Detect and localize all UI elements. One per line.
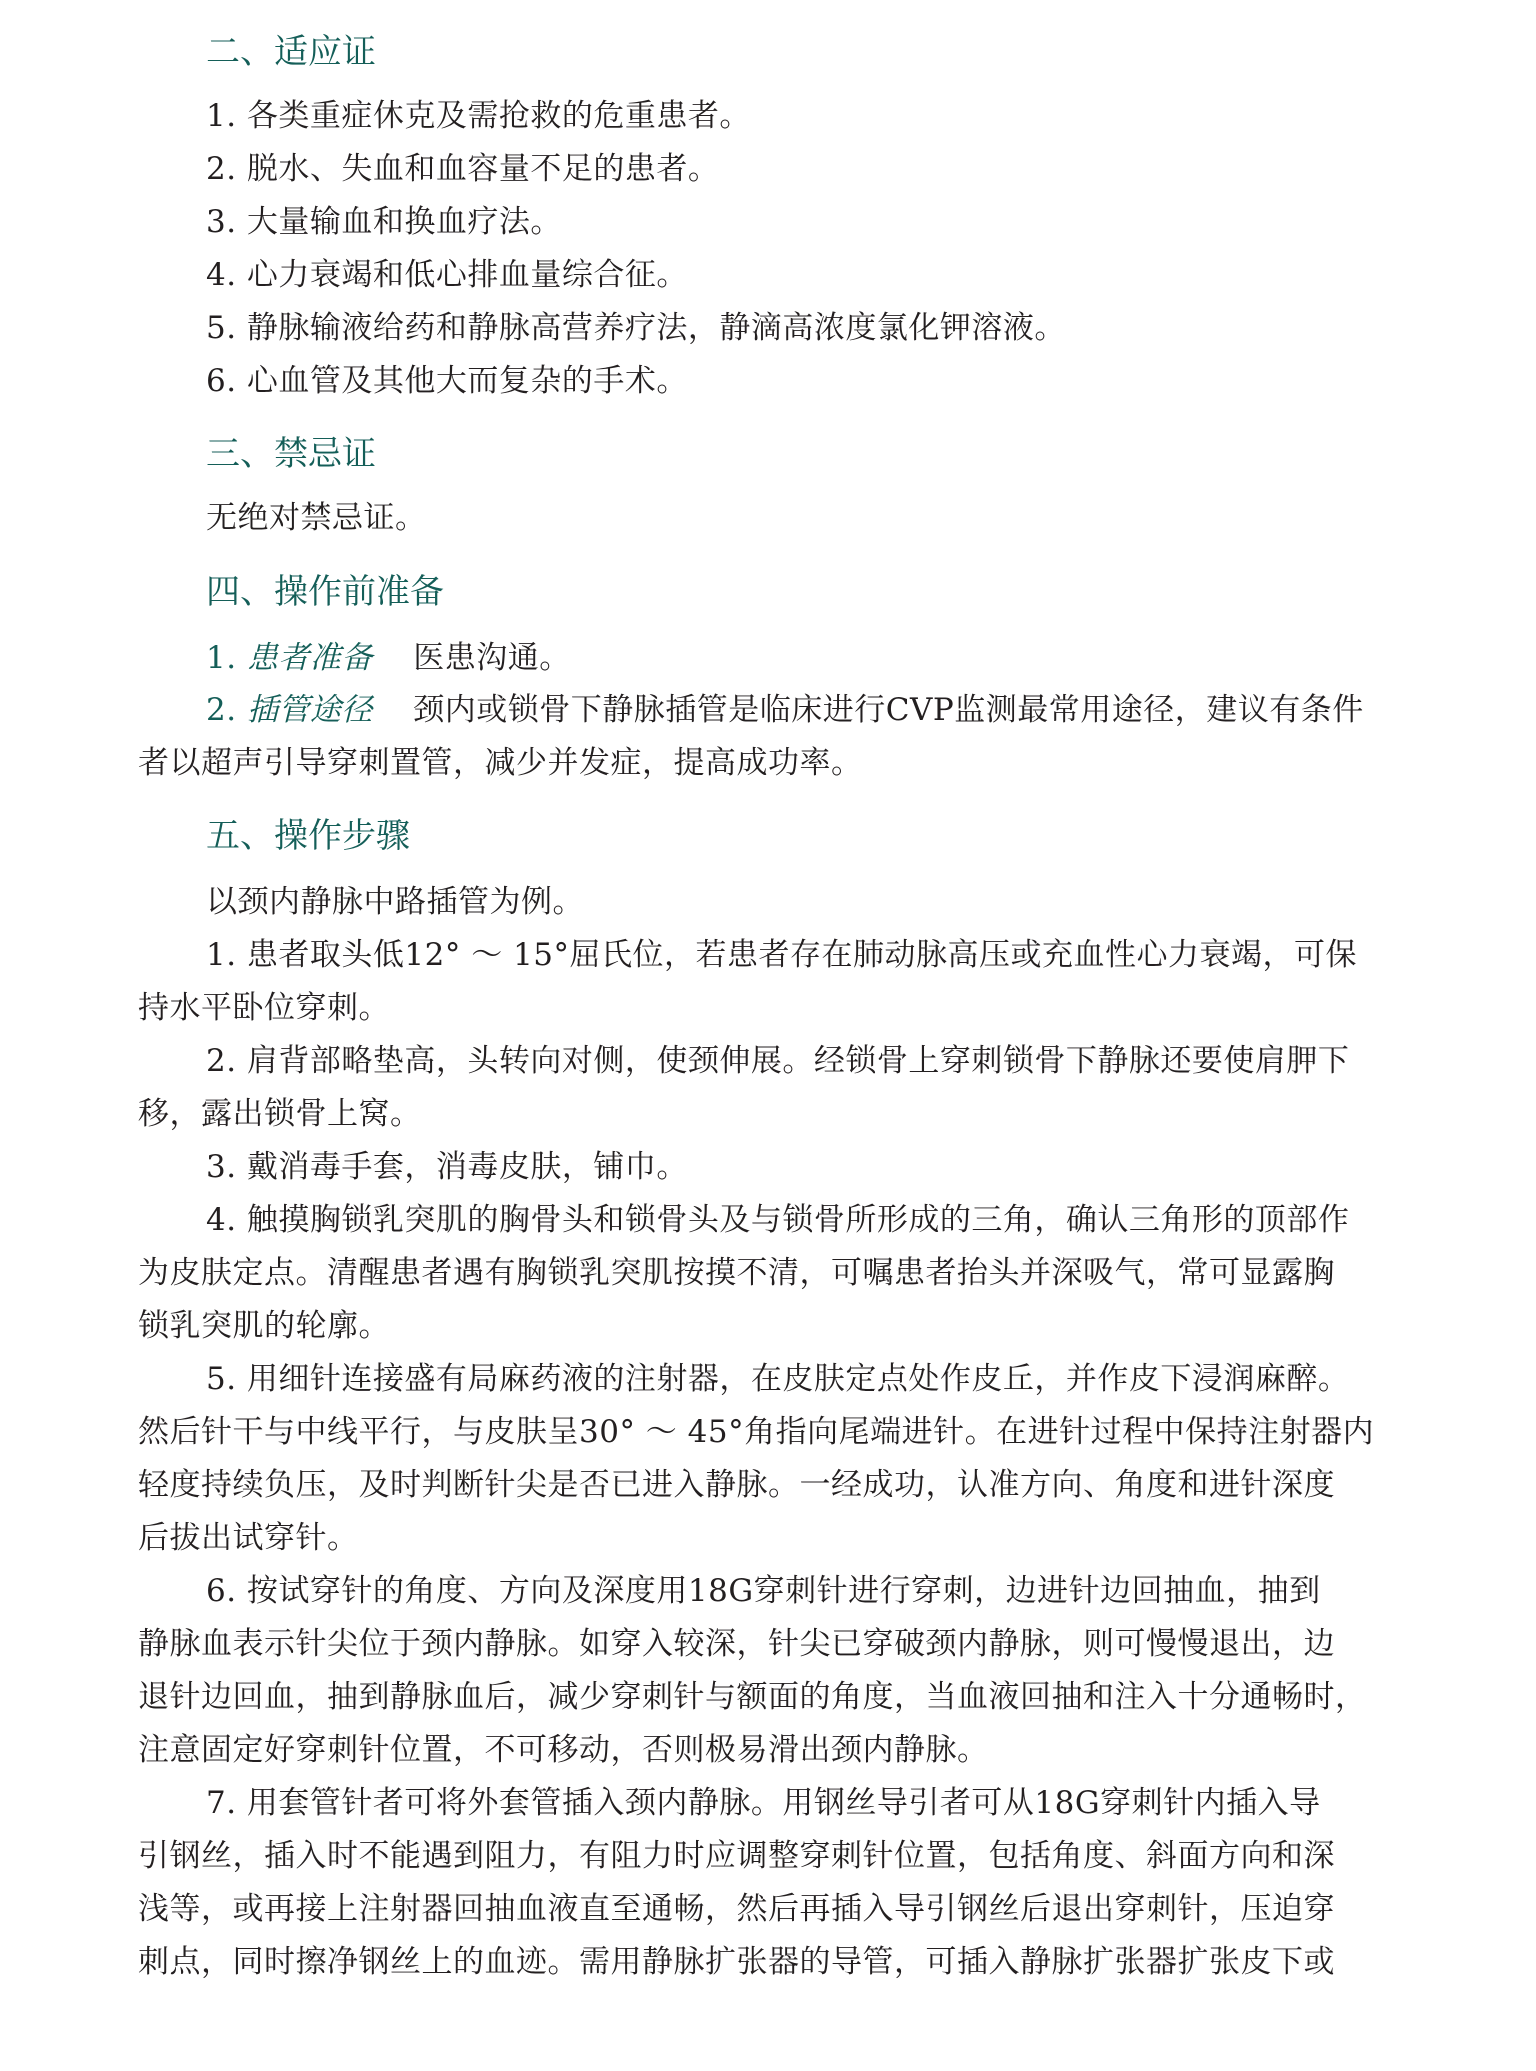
- procedure-intro: 以颈内静脉中路插管为例。: [206, 884, 584, 920]
- preparation-item-2-number: 2.: [206, 692, 237, 728]
- procedure-line: 5. 用细针连接盛有局麻药液的注射器，在皮肤定点处作皮丘，并作皮下浸润麻醉。: [206, 1361, 1350, 1397]
- indication-item-2: 2. 脱水、失血和血容量不足的患者。: [206, 151, 720, 187]
- preparation-item-1-label: 患者准备: [246, 640, 373, 676]
- procedure-line: 浅等，或再接上注射器回抽血液直至通畅，然后再插入导引钢丝后退出穿刺针，压迫穿: [138, 1891, 1335, 1927]
- procedure-line: 引钢丝，插入时不能遇到阻力，有阻力时应调整穿刺针位置，包括角度、斜面方向和深: [138, 1838, 1335, 1874]
- preparation-item-2-continued: 者以超声引导穿刺置管，减少并发症，提高成功率。: [138, 745, 863, 781]
- procedure-line: 1. 患者取头低12° ～ 15°屈氏位，若患者存在肺动脉高压或充血性心力衰竭，可保: [206, 937, 1358, 973]
- preparation-item-1: [206, 638, 571, 678]
- indication-item-4: 4. 心力衰竭和低心排血量综合征。: [206, 257, 688, 293]
- procedure-line: 然后针干与中线平行，与皮肤呈30° ～ 45°角指向尾端进针。在进针过程中保持注射器内: [138, 1414, 1375, 1450]
- preparation-item-2-text: 颈内或锁骨下静脉插管是临床进行CVP监测最常用途径，建议有条件: [413, 692, 1364, 728]
- contraindication-text: 无绝对禁忌证。: [206, 500, 427, 536]
- procedure-line: 移，露出锁骨上窝。: [138, 1096, 422, 1132]
- procedure-line: 锁乳突肌的轮廓。: [138, 1308, 390, 1344]
- preparation-item-2: [206, 690, 1364, 730]
- indication-item-3: 3. 大量输血和换血疗法。: [206, 204, 562, 240]
- procedure-line: 7. 用套管针者可将外套管插入颈内静脉。用钢丝导引者可从18G穿刺针内插入导: [206, 1785, 1321, 1821]
- procedure-line: 4. 触摸胸锁乳突肌的胸骨头和锁骨头及与锁骨所形成的三角，确认三角形的顶部作: [206, 1202, 1350, 1238]
- indication-item-5: 5. 静脉输液给药和静脉高营养疗法，静滴高浓度氯化钾溶液。: [206, 310, 1066, 346]
- procedure-line: 持水平卧位穿刺。: [138, 990, 390, 1026]
- section-title-preparation: 四、操作前准备: [206, 572, 444, 612]
- preparation-item-1-text: 医患沟通。: [413, 640, 571, 676]
- procedure-line: 退针边回血，抽到静脉血后，减少穿刺针与额面的角度，当血液回抽和注入十分通畅时，: [138, 1679, 1367, 1715]
- procedure-line: 静脉血表示针尖位于颈内静脉。如穿入较深，针尖已穿破颈内静脉，则可慢慢退出，边: [138, 1626, 1335, 1662]
- procedure-line: 注意固定好穿刺针位置，不可移动，否则极易滑出颈内静脉。: [138, 1732, 989, 1768]
- procedure-line: 刺点，同时擦净钢丝上的血迹。需用静脉扩张器的导管，可插入静脉扩张器扩张皮下或: [138, 1944, 1335, 1980]
- indication-item-6: 6. 心血管及其他大而复杂的手术。: [206, 363, 688, 399]
- section-title-contraindications: 三、禁忌证: [206, 434, 376, 474]
- procedure-line: 3. 戴消毒手套，消毒皮肤，铺巾。: [206, 1149, 688, 1185]
- procedure-line: 为皮肤定点。清醒患者遇有胸锁乳突肌按摸不清，可嘱患者抬头并深吸气，常可显露胸: [138, 1255, 1335, 1291]
- procedure-line: 轻度持续负压，及时判断针尖是否已进入静脉。一经成功，认准方向、角度和进针深度: [138, 1467, 1335, 1503]
- section-title-indications: 二、适应证: [206, 32, 376, 72]
- procedure-line: 后拔出试穿针。: [138, 1520, 359, 1556]
- procedure-line: 6. 按试穿针的角度、方向及深度用18G穿刺针进行穿刺，边进针边回抽血，抽到: [206, 1573, 1321, 1609]
- procedure-line: 2. 肩背部略垫高，头转向对侧，使颈伸展。经锁骨上穿刺锁骨下静脉还要使肩胛下: [206, 1043, 1350, 1079]
- section-title-procedure: 五、操作步骤: [206, 816, 410, 856]
- indication-item-1: 1. 各类重症休克及需抢救的危重患者。: [206, 98, 751, 134]
- preparation-item-1-number: 1.: [206, 640, 237, 676]
- preparation-item-2-label: 插管途径: [246, 692, 373, 728]
